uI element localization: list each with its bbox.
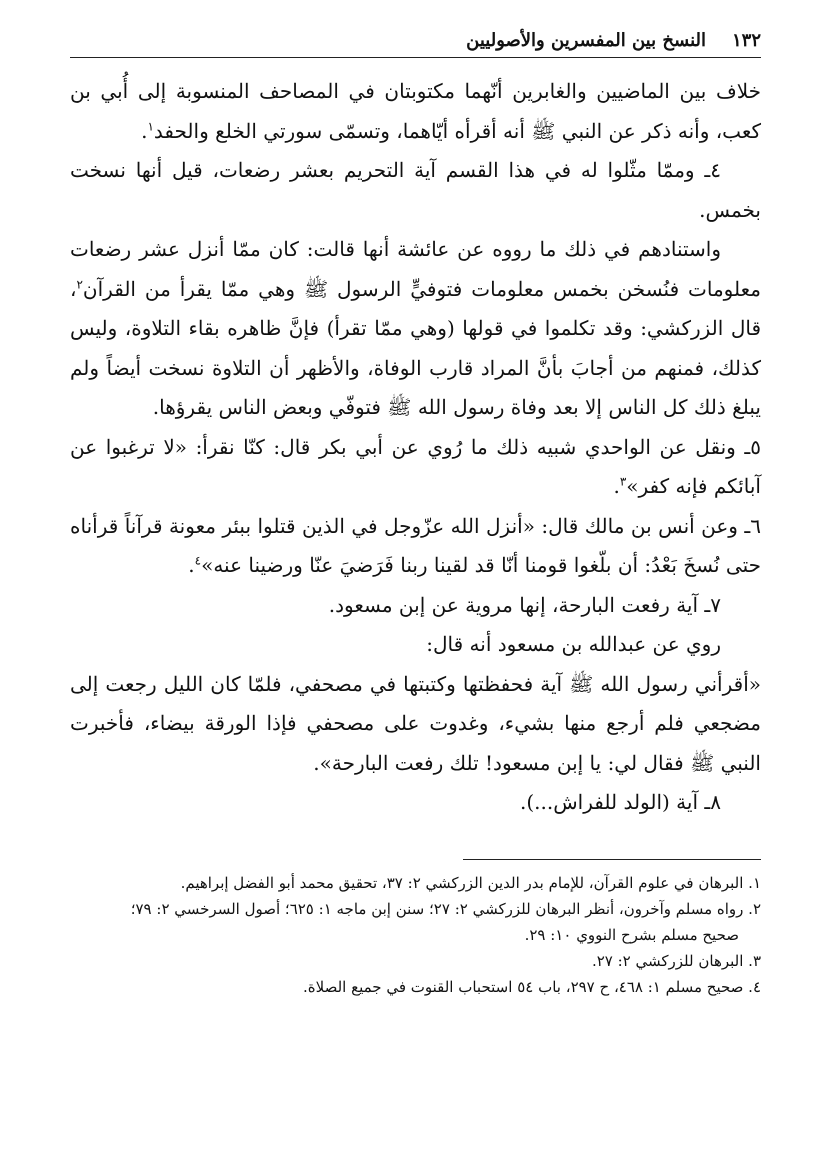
paragraph-7: روي عن عبدالله بن مسعود أنه قال: — [426, 632, 721, 656]
footnote-ref-1: ١ — [147, 118, 154, 133]
paragraph-2: ٤ـ وممّا مثّلوا له في هذا القسم آية التحريم بعشر رضعات، قيل أنها نسخت بخمس. — [70, 158, 761, 222]
footnote-separator — [463, 859, 761, 860]
footnotes — [70, 870, 761, 1000]
page-number: ١٣٢ — [731, 30, 761, 51]
paragraph-6: ٧ـ آية رفعت البارحة، إنها مروية عن إبن مسعود. — [328, 592, 721, 617]
paragraph-4: ٥ـ ونقل عن الواحدي شبيه ذلك ما رُوي عن أبي بكر قال: كنّا نقرأ: «لا ترغبوا عن آبائكم فإنه كفر»$^٣$. — [70, 434, 761, 498]
book-page — [70, 30, 761, 1143]
footnote-ref-3: ٣ — [619, 474, 627, 489]
running-header — [70, 30, 761, 57]
running-title: النسخ بين المفسرين والأصوليين — [466, 30, 706, 51]
paragraph-3: واستنادهم في ذلك ما رووه عن عائشة أنها قالت: كان ممّا أنزل عشر رضعات معلومات فنُسخن بخمس معلومات فتوفيٍّ الرسول ﷺ وهي ممّا يقرأ من القرآن$^٢$، قال الزركشي: وقد تكلموا في قولها (وهي ممّا تقرأ) فإنَّ ظاهره بقاء التلاوة، وليس كذلك، فمنهم من أجابَ بأنَّ المراد قارب الوفاة، والأظهر أن التلاوة نسخت أيضاً ولم يبلغ ذلك كل الناس إلا بعد وفاة رسول الله ﷺ فتوفّي وبعض الناس يقرؤها. — [70, 237, 761, 419]
paragraph-8: «أقرأني رسول الله ﷺ آية فحفظتها وكتبتها في مصحفي، فلمّا كان الليل رجعت إلى مضجعي فلم أرجع منها بشيء، وغدوت على مصحفي فإذا الورقة بيضاء، فأخبرت النبي ﷺ فقال لي: يا إبن مسعود! تلك رفعت البارحة». — [70, 671, 761, 775]
paragraph-5: ٦ـ وعن أنس بن مالك قال: «أنزل الله عزّوجل في الذين قتلوا ببئر معونة قرآناً قرأناه حتى نُسخَ بَعْدُ: أن بلّغوا قومنا أنّا قد لقينا ربنا فَرَضيَ عنّا ورضينا عنه»$^٤$. — [70, 513, 761, 577]
footnote-1: ١. البرهان في علوم القرآن، للإمام بدر الدين الزركشي ٢: ٣٧، تحقيق محمد أبو الفضل إبراهيم. — [180, 873, 761, 892]
footnote-3: ٣. البرهان للزركشي ٢: ٢٧. — [591, 951, 761, 970]
footnote-ref-2: ٢ — [76, 276, 83, 291]
header-rule — [70, 57, 761, 58]
footnote-2-continued: صحيح مسلم بشرح النووي ١٠: ٢٩. — [524, 925, 739, 944]
footnote-ref-4: ٤ — [194, 553, 202, 568]
main-text — [70, 72, 761, 823]
footnote-4: ٤. صحيح مسلم ١: ٤٦٨، ح ٢٩٧، باب ٥٤ استحباب القنوت في جميع الصلاة. — [303, 977, 761, 996]
paragraph-1: خلاف بين الماضيين والغابرين أنّهما مكتوبتان في المصاحف المنسوبة إلى أُبي بن كعب، وأنه ذكر عن النبي ﷺ أنه أقرأه أيّاهما، وتسمّى سورتي الخلع والحفد$^١$. — [70, 79, 761, 143]
paragraph-9: ٨ـ آية (الولد للفراش...). — [520, 790, 721, 814]
footnote-2: ٢. رواه مسلم وآخرون، أنظر البرهان للزركشي ٢: ٢٧؛ سنن إبن ماجه ١: ٦٢٥؛ أصول السرخسي ٢: ٧٩؛ — [130, 899, 761, 918]
